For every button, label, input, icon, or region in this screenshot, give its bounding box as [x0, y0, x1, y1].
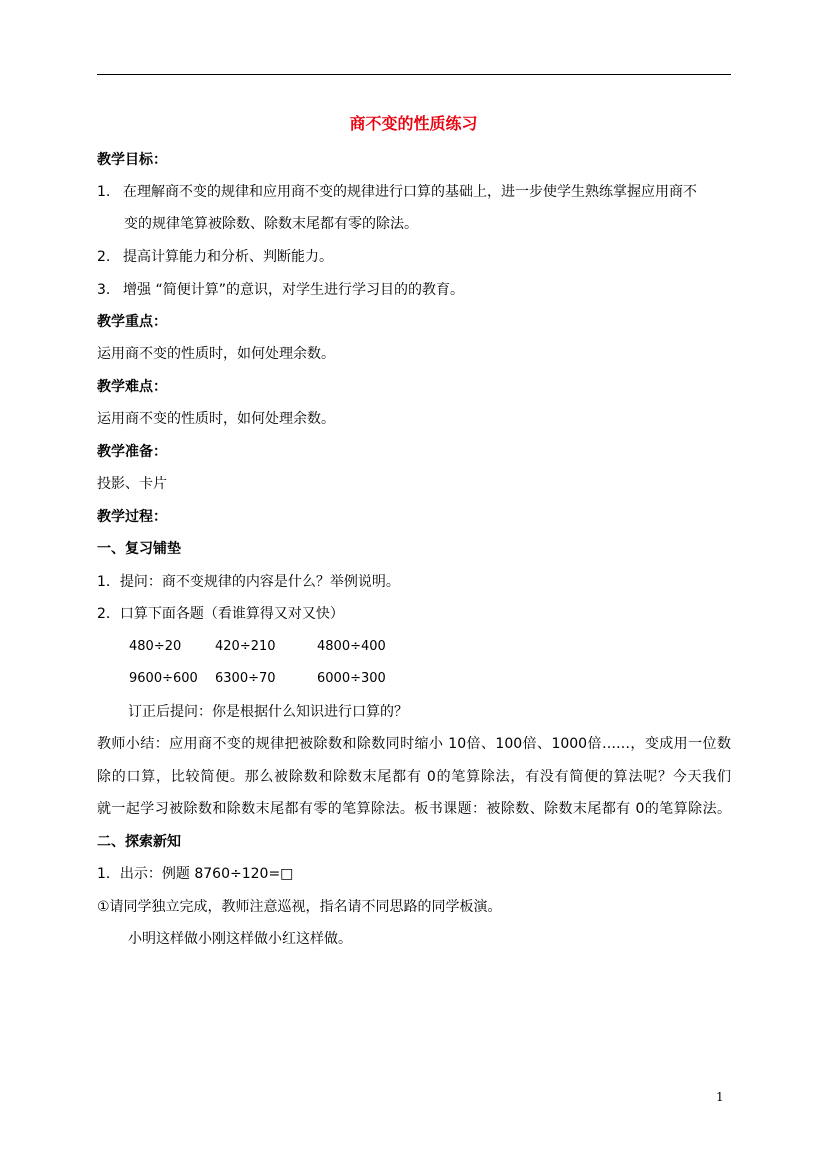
section2-item-1: 1．出示：例题 8760÷120=□ [97, 866, 294, 882]
summary-line-2: 除的口算，比较简便。那么被除数和除数末尾都有 0的笔算除法，有没有简便的算法呢？今天我们 [97, 769, 731, 785]
objective-number: 1. [97, 184, 111, 200]
header-rule [97, 74, 731, 75]
prep-text: 投影、卡片 [97, 476, 167, 492]
key-text: 运用商不变的性质时，如何处理余数。 [97, 346, 335, 362]
mental-math-problem: 420÷210 [215, 639, 276, 654]
key-heading: 教学重点： [97, 314, 167, 330]
objective-1 [97, 183, 697, 201]
section1-heading: 一、复习铺垫 [97, 541, 181, 557]
objective-3 [97, 281, 464, 299]
objective-text: 在理解商不变的规律和应用商不变的规律进行口算的基础上，进一步使学生熟练掌握应用商不 [123, 184, 697, 200]
objective-2 [97, 248, 333, 266]
mental-math-row-2 [0, 670, 827, 688]
prep-heading: 教学准备： [97, 444, 167, 460]
difficulty-heading: 教学难点： [97, 379, 167, 395]
mental-math-problem: 9600÷600 [129, 671, 198, 686]
page-number: 1 [716, 1090, 724, 1104]
process-heading: 教学过程： [97, 509, 167, 525]
follow-up-question: 订正后提问：你是根据什么知识进行口算的？ [128, 704, 408, 720]
mental-math-problem: 480÷20 [129, 639, 182, 654]
objective-1-continued: 变的规律笔算被除数、除数末尾都有零的除法。 [124, 216, 418, 232]
objective-number: 3. [97, 282, 111, 298]
mental-math-problem: 4800÷400 [317, 639, 386, 654]
mental-math-problem: 6300÷70 [215, 671, 276, 686]
objective-number: 2. [97, 249, 111, 265]
difficulty-text: 运用商不变的性质时，如何处理余数。 [97, 411, 335, 427]
mental-math-row-1 [0, 638, 827, 656]
section2-item-2: ①请同学独立完成，教师注意巡视，指名请不同思路的同学板演。 [97, 899, 502, 915]
section1-item-2: 2．口算下面各题（看谁算得又对又快） [97, 606, 344, 622]
document-title: 商不变的性质练习 [349, 114, 478, 133]
mental-math-problem: 6000÷300 [317, 671, 386, 686]
section2-heading: 二、探索新知 [97, 834, 181, 850]
summary-line-1: 教师小结：应用商不变的规律把被除数和除数同时缩小 10倍、100倍、1000倍……，变成用一位数 [97, 736, 731, 752]
summary-line-3: 就一起学习被除数和除数末尾都有零的笔算除法。板书课题：被除数、除数末尾都有 0的笔算除法。 [97, 801, 731, 817]
section1-item-1: 1．提问：商不变规律的内容是什么？举例说明。 [97, 574, 400, 590]
objective-text: 提高计算能力和分析、判断能力。 [123, 249, 333, 265]
objective-text: 增强 “简便计算”的意识，对学生进行学习目的的教育。 [123, 282, 464, 298]
section2-item-3: 小明这样做小刚这样做小红这样做。 [128, 931, 352, 947]
objectives-heading: 教学目标： [97, 152, 167, 168]
